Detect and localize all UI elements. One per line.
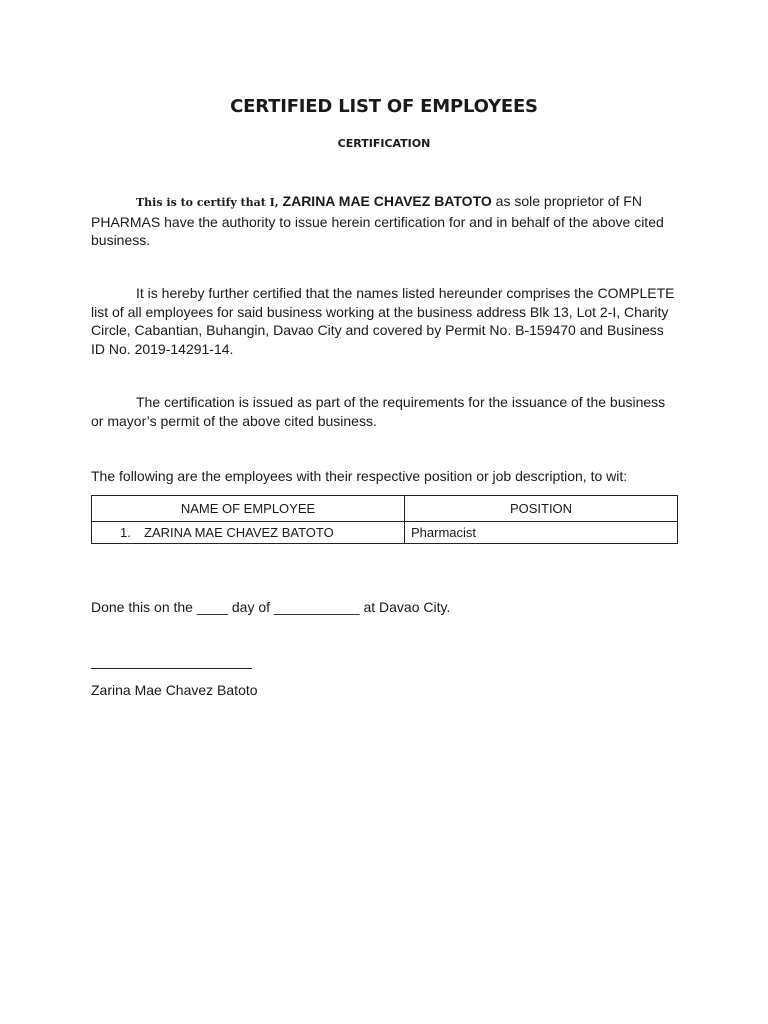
table-header-row [92, 496, 678, 522]
done-line: Done this on the ____ day of ___________ at Davao City. [91, 599, 451, 615]
signature-line [91, 668, 252, 669]
requirements-text: The certification is issued as part of the requirements for the issuance of the business or mayor’s permit of the above cited business. [91, 394, 666, 429]
proprietor-name: ZARINA MAE CHAVEZ BATOTO [282, 193, 492, 209]
certification-paragraph [91, 192, 681, 250]
row-number: 1. [120, 525, 131, 540]
requirements-paragraph [91, 393, 681, 430]
employee-name: ZARINA MAE CHAVEZ BATOTO [144, 525, 334, 540]
employees-intro: The following are the employees with their respective position or job description, to wit: [91, 468, 628, 484]
certify-lead-text: This is to certify that I, [136, 196, 279, 209]
complete-list-paragraph [91, 284, 681, 358]
header-name-of-employee: NAME OF EMPLOYEE [92, 496, 405, 522]
employee-table [91, 495, 678, 544]
table-row [92, 522, 678, 544]
document-title: CERTIFIED LIST OF EMPLOYEES [230, 96, 538, 117]
signatory-name: Zarina Mae Chavez Batoto [91, 682, 258, 698]
certify-rest-text: as sole proprietor of FN PHARMAS have the authority to issue herein certification for and in behalf of the above cited business. [91, 193, 664, 248]
complete-list-text: It is hereby further certified that the names listed hereunder comprises the COMPLETE list of all employees for said business working at the business address Blk 13, Lot 2-I, Charity Circle, Cabantian, Buhangin, Davao City and covered by Permit No. B-159470 and Business ID No. 2019-14291-14. [91, 285, 675, 357]
header-position: POSITION [405, 496, 678, 522]
document-subtitle: CERTIFICATION [337, 137, 431, 150]
employee-name-cell [92, 522, 405, 544]
employee-position-cell: Pharmacist [405, 522, 678, 544]
